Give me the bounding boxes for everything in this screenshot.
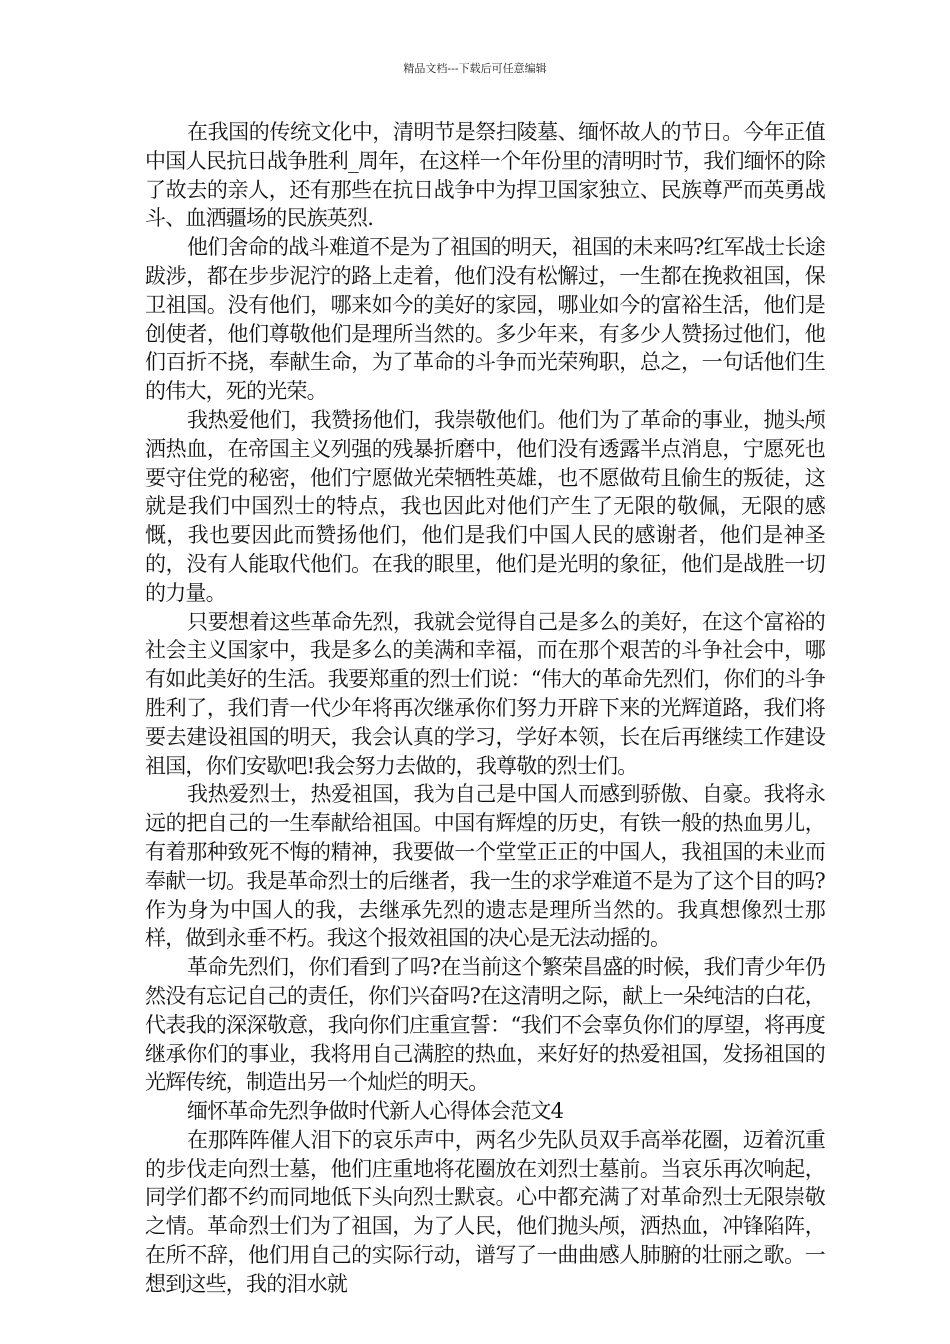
paragraph-5: 我热爱烈士，热爱祖国，我为自己是中国人而感到骄傲、自豪。我将永远的把自己的一生奉献给祖国。中国有辉煌的历史，有铁一般的热血男儿，有着那种致死不悔的精神，我要做一个堂堂正正的中国人，我祖国的未业而奉献一切。我是革命烈士的后继者，我一生的求学难道不是为了这个目的吗?作为身为中国人的我，去继承先烈的遗志是理所当然的。我真想像烈士那样，做到永垂不朽。我这个报效祖国的决心是无法动摇的。	[145, 782, 825, 951]
paragraph-3: 我热爱他们，我赞扬他们，我崇敬他们。他们为了革命的事业，抛头颅洒热血，在帝国主义列强的残暴折磨中，他们没有透露半点消息，宁愿死也要守住党的秘密，他们宁愿做光荣牺牲英雄，也不愿做苟且偷生的叛徒，这就是我们中国烈士的特点，我也因此对他们产生了无限的敬佩，无限的感慨，我也要因此而赞扬他们，他们是我们中国人民的感谢者，他们是神圣的，没有人能取代他们。在我的眼里，他们是光明的象征，他们是战胜一切的力量。	[145, 407, 825, 605]
paragraph-2: 他们舍命的战斗难道不是为了祖国的明天，祖国的未来吗?红军战士长途跋涉，都在步步泥泞的路上走着，他们没有松懈过，一生都在挽救祖国，保卫祖国。没有他们，哪来如今的美好的家园，哪业如今的富裕生活，他们是创使者，他们尊敬他们是理所当然的。多少年来，有多少人赞扬过他们，他们百折不挠，奉献生命，为了革命的斗争而光荣殉职，总之，一句话他们生的伟大，死的光荣。	[145, 235, 825, 404]
paragraph-4: 只要想着这些革命先烈，我就会觉得自己是多么的美好，在这个富裕的社会主义国家中，我是多么的美满和幸福，而在那个艰苦的斗争社会中，哪有如此美好的生活。我要郑重的烈士们说：“伟大的革命先烈们，你们的斗争胜利了，我们青一代少年将再次继承你们努力开辟下来的光辉道路，我们将要去建设祖国的明天，我会认真的学习，学好本领，长在后再继续工作建设祖国，你们安歇吧!我会努力去做的，我尊敬的烈士们。	[145, 609, 825, 778]
section-heading: 缅怀革命先烈争做时代新人心得体会范文4	[187, 1099, 564, 1124]
paragraph-7: 在那阵阵催人泪下的哀乐声中，两名少先队员双手高举花圈，迈着沉重的步伐走向烈士墓，他们庄重地将花圈放在刘烈士墓前。当哀乐再次响起，同学们都不约而同地低下头向烈士默哀。心中都充满了对革命烈士无限崇敬之情。革命烈士们为了祖国，为了人民，他们抛头颅，洒热血，冲锋陷阵，在所不辞，他们用自己的实际行动，谱写了一曲曲感人肺腑的壮丽之歌。一想到这些，我的泪水就	[145, 1127, 825, 1296]
paragraph-1: 在我国的传统文化中，清明节是祭扫陵墓、缅怀故人的节日。今年正值中国人民抗日战争胜利_周年，在这样一个年份里的清明时节，我们缅怀的除了故去的亲人，还有那些在抗日战争中为捍卫国家独立、民族尊严而英勇战斗、血洒疆场的民族英烈.	[145, 120, 825, 231]
page-header: 精品文档---下载后可任意编辑	[403, 62, 547, 75]
document-body	[145, 118, 825, 1299]
paragraph-6: 革命先烈们，你们看到了吗?在当前这个繁荣昌盛的时候，我们青少年仍然没有忘记自己的责任，你们兴奋吗?在这清明之际，献上一朵纯洁的白花，代表我的深深敬意，我向你们庄重宣誓：“我们不会辜负你们的厚望，将再度继承你们的事业，我将用自己满腔的热血，来好好的热爱祖国，发扬祖国的光辉传统，制造出另一个灿烂的明天。	[145, 955, 825, 1095]
